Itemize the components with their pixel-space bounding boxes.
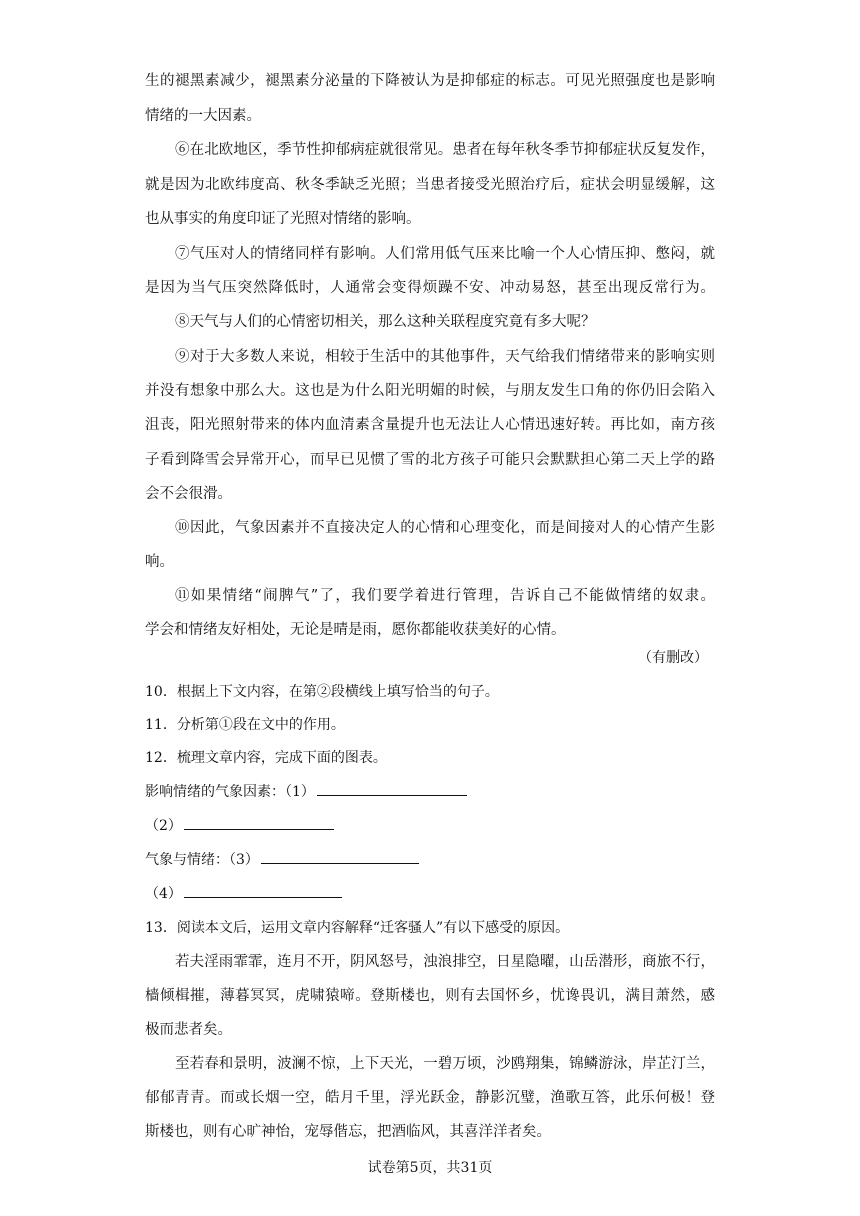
excerpt-2-line: 斯楼也，则有心旷神怡，宠辱偕忘，把酒临风，其喜洋洋者矣。 xyxy=(145,1124,551,1140)
question-13: 13．阅读本文后，运用文章内容解释“迁客骚人”有以下感受的原因。 xyxy=(145,920,570,936)
paragraph-9-line: 子看到降雪会异常开心，而早已见惯了雪的北方孩子可能只会默默担心第二天上学的路 xyxy=(145,452,715,468)
excerpt-2-line: 至若春和景明，波澜不惊，上下天光，一碧万顷，沙鸥翔集，锦鳞游泳，岸芷汀兰， xyxy=(175,1056,715,1072)
excerpt-1-line: 樯倾楫摧，薄暮冥冥，虎啸猿啼。登斯楼也，则有去国怀乡，忧谗畏讥，满目萧然，感 xyxy=(145,988,715,1004)
answer-label-3: 气象与情绪：（3） xyxy=(145,852,259,868)
passage-line: 情绪的一大因素。 xyxy=(145,108,261,124)
answer-blank-2[interactable] xyxy=(184,815,334,830)
question-10: 10．根据上下文内容，在第②段横线上填写恰当的句子。 xyxy=(145,684,499,700)
answer-label-1: 影响情绪的气象因素：（1） xyxy=(145,784,315,800)
answer-line-1 xyxy=(145,780,715,804)
paragraph-6-line: 也从事实的角度印证了光照对情绪的影响。 xyxy=(145,211,421,227)
answer-label-2: （2） xyxy=(145,818,182,834)
passage-line: 生的褪黑素减少，褪黑素分泌量的下降被认为是抑郁症的标志。可见光照强度也是影响 xyxy=(145,73,715,89)
paragraph-9-line: ⑨对于大多数人来说，相较于生活中的其他事件，天气给我们情绪带来的影响实则 xyxy=(175,349,715,365)
paragraph-7-line: 是因为当气压突然降低时，人通常会变得烦躁不安、冲动易怒，甚至出现反常行为。 xyxy=(145,280,715,296)
paragraph-6-line: ⑥在北欧地区，季节性抑郁病症就很常见。患者在每年秋冬季节抑郁症状反复发作， xyxy=(175,142,715,158)
excerpt-1-line: 极而悲者矣。 xyxy=(145,1022,232,1038)
question-11: 11．分析第①段在文中的作用。 xyxy=(145,717,345,733)
paragraph-11-line: ⑪如果情绪“闹脾气”了，我们要学着进行管理，告诉自己不能做情绪的奴隶。 xyxy=(175,588,715,604)
paragraph-8-line: ⑧天气与人们的心情密切相关，那么这种关联程度究竟有多大呢？ xyxy=(175,314,596,330)
paragraph-10-line: ⑩因此，气象因素并不直接决定人的心情和心理变化，而是间接对人的心情产生影 xyxy=(175,520,715,536)
answer-line-4 xyxy=(145,882,715,906)
answer-label-4: （4） xyxy=(145,886,182,902)
paragraph-9-line: 沮丧，阳光照射带来的体内血清素含量提升也无法让人心情迅速好转。再比如，南方孩 xyxy=(145,417,715,433)
paragraph-9-line: 会不会很滑。 xyxy=(145,486,232,502)
source-note: （有删改） xyxy=(638,650,708,666)
paragraph-10-line: 响。 xyxy=(145,554,174,570)
paragraph-6-line: 就是因为北欧纬度高、秋冬季缺乏光照；当患者接受光照治疗后，症状会明显缓解，这 xyxy=(145,177,715,193)
paragraph-11-line: 学会和情绪友好相处，无论是晴是雨，愿你都能收获美好的心情。 xyxy=(145,622,566,638)
answer-blank-3[interactable] xyxy=(261,849,419,864)
excerpt-2-line: 郁郁青青。而或长烟一空，皓月千里，浮光跃金，静影沉璧，渔歌互答，此乐何极！登 xyxy=(145,1090,715,1106)
answer-blank-4[interactable] xyxy=(184,883,342,898)
answer-line-3 xyxy=(145,848,715,872)
page-footer: 试卷第5页，共31页 xyxy=(367,1160,493,1176)
excerpt-1-line: 若夫淫雨霏霏，连月不开，阴风怒号，浊浪排空，日星隐曜，山岳潜形，商旅不行， xyxy=(175,954,715,970)
paragraph-7-line: ⑦气压对人的情绪同样有影响。人们常用低气压来比喻一个人心情压抑、憋闷，就 xyxy=(175,246,715,262)
question-12: 12．梳理文章内容，完成下面的图表。 xyxy=(145,750,387,766)
answer-blank-1[interactable] xyxy=(317,781,467,796)
answer-line-2 xyxy=(145,814,715,838)
paragraph-9-line: 并没有想象中那么大。这也是为什么阳光明媚的时候，与朋友发生口角的你仍旧会陷入 xyxy=(145,383,715,399)
